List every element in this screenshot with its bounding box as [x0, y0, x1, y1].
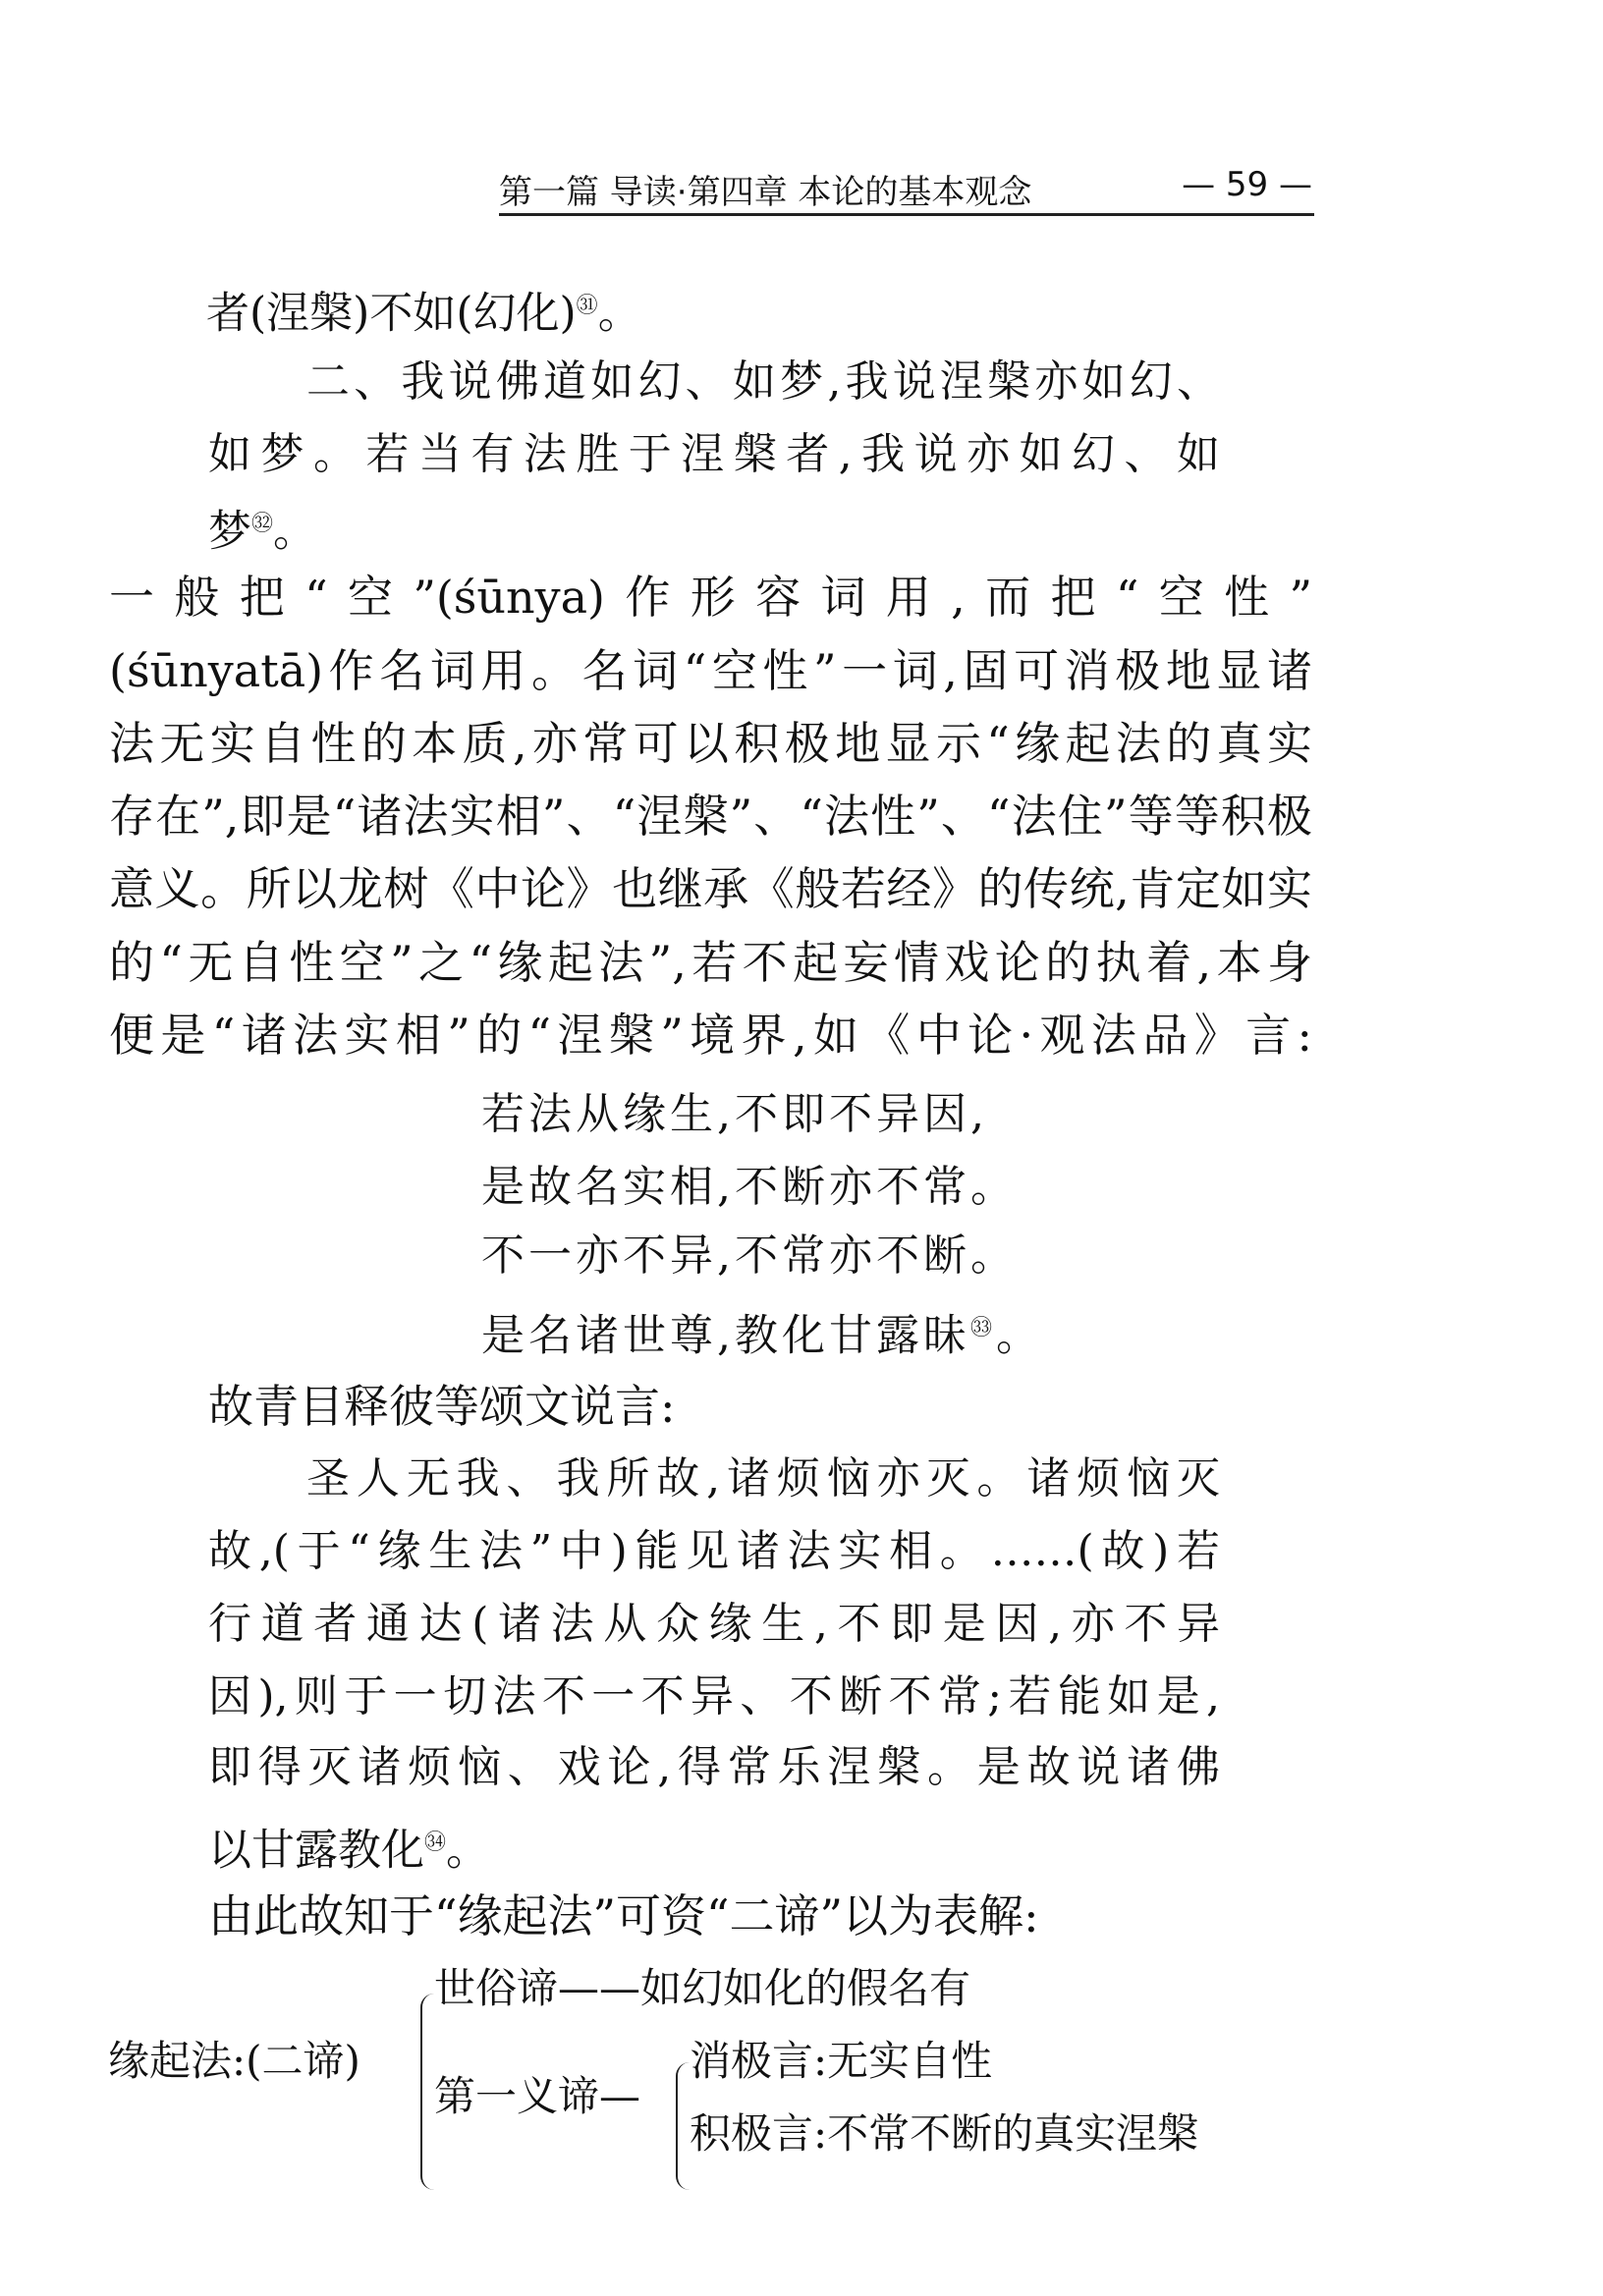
quote-line: 以甘露教化$^㉞$。: [208, 1825, 490, 1876]
quote-line: 圣人无我、我所故,诸烦恼亦灭。诸烦恼灭: [306, 1453, 1220, 1503]
page-number: — 59 —: [1182, 165, 1312, 204]
running-header: [499, 165, 1312, 213]
quote-line: 故,(于“缘生法”中)能见诸法实相。……(故)若: [208, 1526, 1220, 1576]
body-line: 意义。所以龙树《中论》也继承《般若经》的传统,肯定如实: [109, 862, 1312, 915]
header-title: 第一篇 导读·第四章 本论的基本观念: [499, 173, 1032, 212]
body-line: 故青目释彼等颂文说言:: [208, 1380, 676, 1433]
verse-line: 是故名实相,不断亦不常。: [481, 1162, 1018, 1212]
paragraph-continuation: 者(涅槃)不如(幻化)$^㉛$。: [206, 288, 641, 339]
quote-line: 梦$^㉜$。: [208, 506, 317, 557]
body-line: 存在”,即是“诸法实相”、“涅槃”、“法性”、“法住”等等积极: [109, 790, 1312, 843]
body-line: 一般把“空”(śūnya)作形容词用,而把“空性”: [109, 571, 1312, 624]
header-rule: [499, 213, 1314, 216]
body-line: 法无实自性的本质,亦常可以积极地显示“缘起法的真实: [109, 717, 1312, 770]
body-line: 由此故知于“缘起法”可资“二谛”以为表解:: [208, 1889, 1039, 1942]
quote-line: 行道者通达(诸法从众缘生,不即是因,亦不异: [208, 1599, 1220, 1649]
quote-line: 因),则于一切法不一不异、不断不常;若能如是,: [208, 1671, 1220, 1722]
brace-ultimate: [676, 2062, 690, 2190]
verse-line: 若法从缘生,不即不异因,: [481, 1089, 988, 1139]
body-line: (śūnyatā)作名词用。名词“空性”一词,固可消极地显诸: [109, 644, 1312, 697]
diagram-negative: 消极言:无实自性: [690, 2037, 993, 2085]
quote-line: 如梦。若当有法胜于涅槃者,我说亦如幻、如: [208, 429, 1220, 479]
footnote-marker: ㉛: [576, 294, 598, 318]
diagram-positive: 积极言:不常不断的真实涅槃: [690, 2109, 1199, 2158]
quote-line: 即得灭诸烦恼、戏论,得常乐涅槃。是故说诸佛: [208, 1742, 1220, 1792]
diagram-ultimate-truth: 第一义谛—: [434, 2072, 641, 2120]
footnote-marker: ㉞: [424, 1831, 447, 1855]
quote-line: 二、我说佛道如幻、如梦,我说涅槃亦如幻、: [306, 356, 1220, 407]
footnote-marker: ㉝: [970, 1316, 997, 1340]
body-line: 的“无自性空”之“缘起法”,若不起妄情戏论的执着,本身: [109, 936, 1312, 989]
verse-line: 不一亦不异,不常亦不断。: [481, 1230, 1018, 1281]
diagram-root: 缘起法:(二谛): [108, 2037, 360, 2085]
footnote-marker: ㉜: [251, 512, 274, 536]
diagram-conventional-truth: 世俗谛——如幻如化的假名有: [434, 1964, 971, 2012]
body-line: 便是“诸法实相”的“涅槃”境界,如《中论·观法品》言:: [109, 1009, 1312, 1062]
verse-line: 是名诸世尊,教化甘露昧$^㉝$。: [481, 1310, 1044, 1361]
